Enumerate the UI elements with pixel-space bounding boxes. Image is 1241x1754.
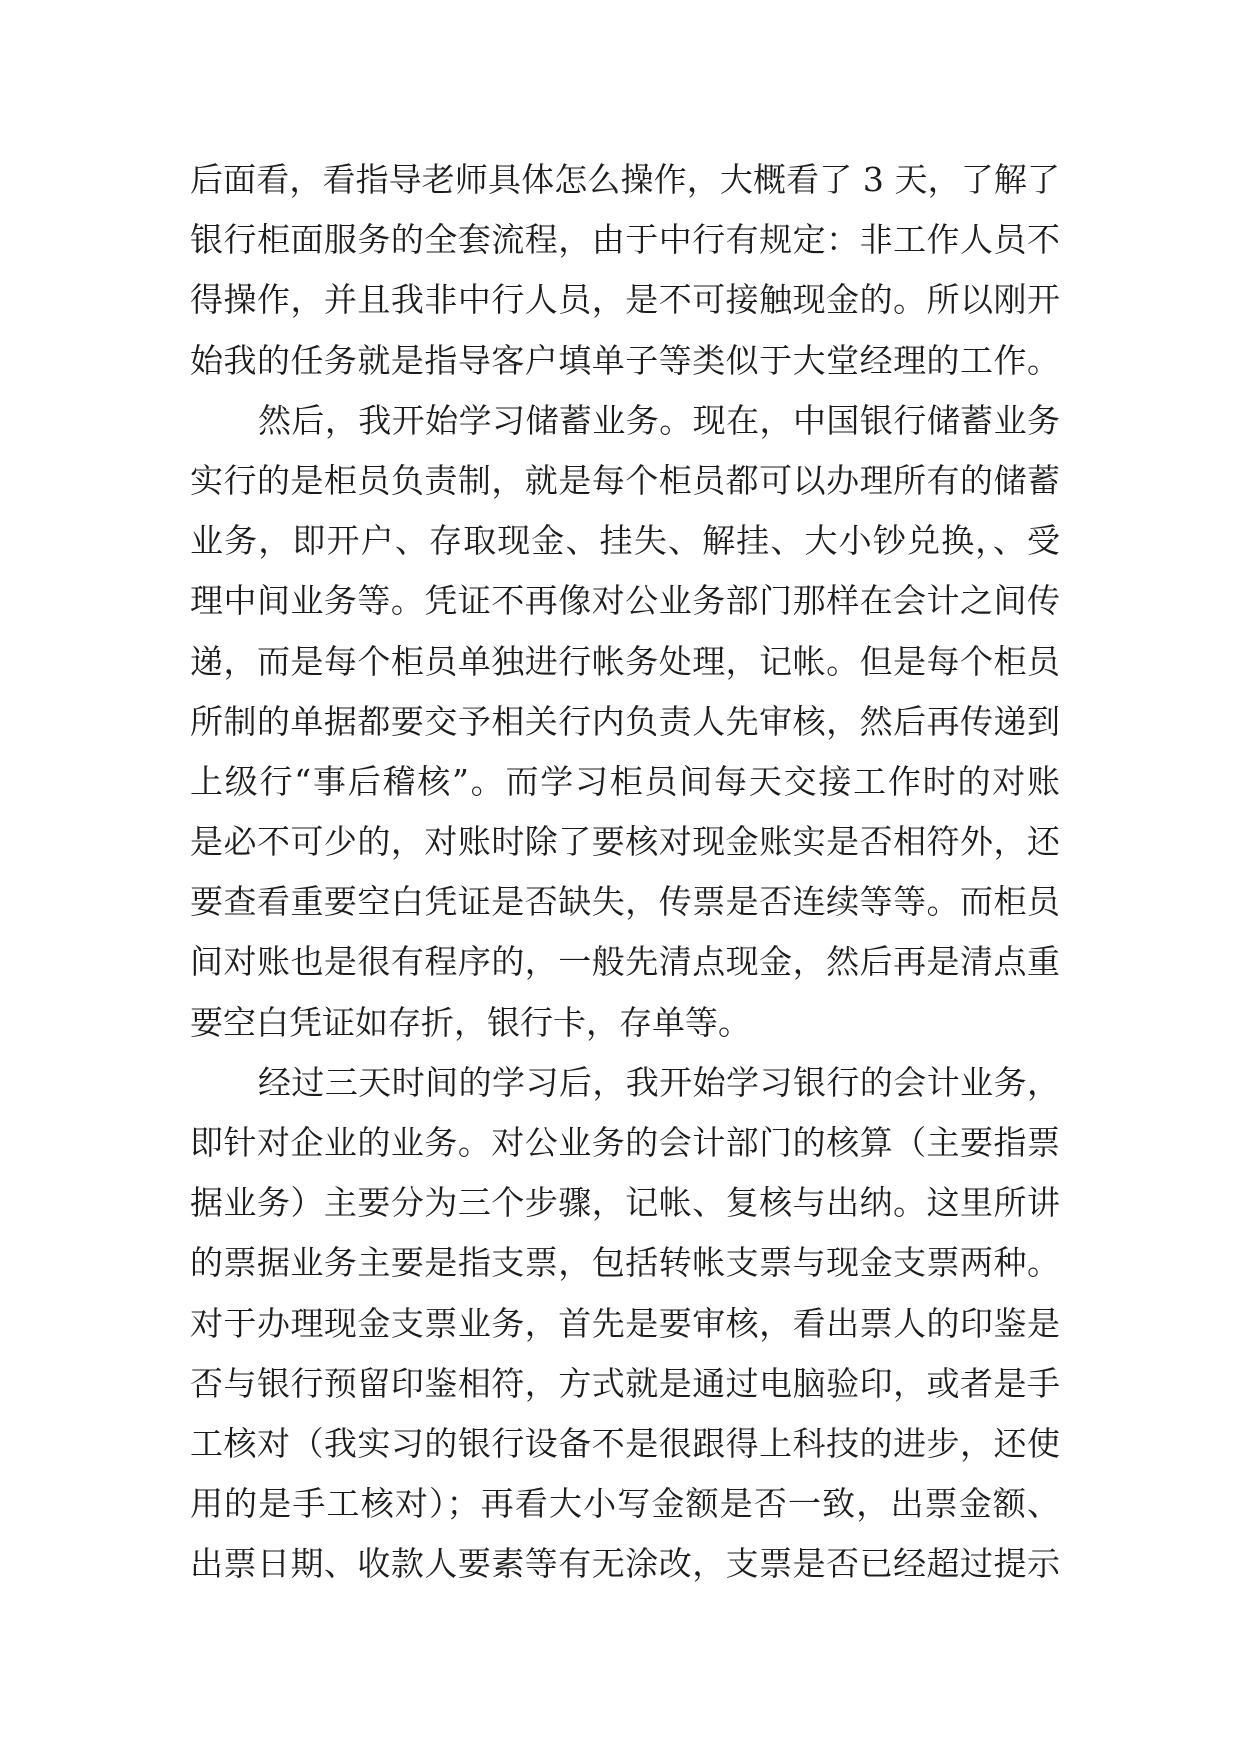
text-line: 业务，即开户、存取现金、挂失、解挂、大小钞兑换，、受 — [190, 521, 1060, 561]
text-line: 经过三天时间的学习后，我开始学习银行的会计业务， — [258, 1062, 1060, 1102]
text-line: 得操作，并且我非中行人员，是不可接触现金的。所以刚开 — [190, 280, 1060, 320]
paragraph-1 — [190, 150, 1060, 391]
paragraph-3 — [190, 1053, 1060, 1595]
text-line: 的票据业务主要是指支票，包括转帐支票与现金支票两种。 — [190, 1243, 1060, 1283]
text-line: 然后，我开始学习储蓄业务。现在，中国银行储蓄业务 — [258, 400, 1060, 440]
text-line: 实行的是柜员负责制，就是每个柜员都可以办理所有的储蓄 — [190, 460, 1060, 500]
text-line: 是必不可少的，对账时除了要核对现金账实是否相符外，还 — [190, 822, 1060, 862]
text-line: 后面看，看指导老师具体怎么操作，大概看了 3 天，了解了 — [190, 160, 1060, 199]
text-line: 出票日期、收款人要素等有无涂改，支票是否已经超过提示 — [190, 1544, 1060, 1584]
text-line: 要查看重要空白凭证是否缺失，传票是否连续等等。而柜员 — [190, 882, 1060, 922]
text-line: 理中间业务等。凭证不再像对公业务部门那样在会计之间传 — [190, 581, 1060, 621]
text-line: 间对账也是很有程序的，一般先清点现金，然后再是清点重 — [190, 942, 1060, 982]
text-line: 上级行“事后稽核”。而学习柜员间每天交接工作时的对账 — [190, 761, 1060, 801]
text-line: 对于办理现金支票业务，首先是要审核，看出票人的印鉴是 — [190, 1303, 1060, 1343]
text-line: 始我的任务就是指导客户填单子等类似于大堂经理的工作。 — [190, 340, 1060, 380]
text-line: 递，而是每个柜员单独进行帐务处理，记帐。但是每个柜员 — [190, 641, 1060, 681]
text-line: 要空白凭证如存折，银行卡，存单等。 — [190, 1002, 751, 1042]
text-line: 工核对（我实习的银行设备不是很跟得上科技的进步，还使 — [190, 1423, 1060, 1463]
text-line: 用的是手工核对）；再看大小写金额是否一致，出票金额、 — [190, 1484, 1060, 1524]
text-line: 所制的单据都要交予相关行内负责人先审核，然后再传递到 — [190, 701, 1060, 741]
text-line: 银行柜面服务的全套流程，由于中行有规定：非工作人员不 — [190, 220, 1060, 260]
paragraph-2 — [190, 391, 1060, 1053]
text-line: 否与银行预留印鉴相符，方式就是通过电脑验印，或者是手 — [190, 1363, 1060, 1403]
text-line: 即针对企业的业务。对公业务的会计部门的核算（主要指票 — [190, 1123, 1060, 1162]
document-body — [190, 150, 1060, 1595]
text-line: 据业务）主要分为三个步骤，记帐、复核与出纳。这里所讲 — [190, 1183, 1060, 1223]
